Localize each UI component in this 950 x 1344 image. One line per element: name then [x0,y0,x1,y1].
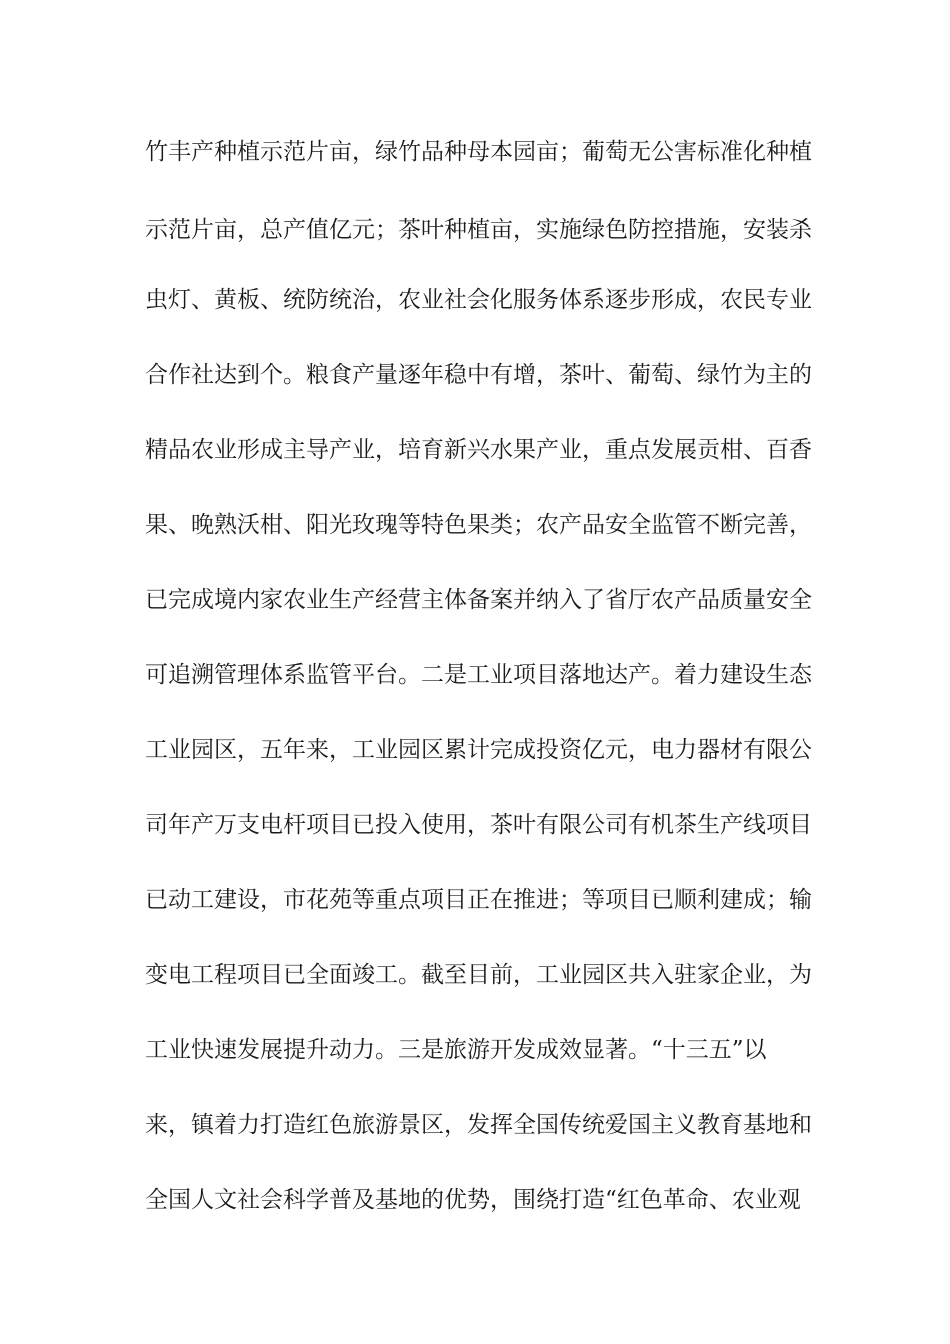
paragraph-line: 工业快速发展提升动力。三是旅游开发成效显著。“十三五”以 [145,1037,767,1063]
paragraph-line: 精品农业形成主导产业，培育新兴水果产业，重点发展贡柑、百香 [145,437,812,463]
paragraph-line: 示范片亩，总产值亿元；茶叶种植亩，实施绿色防控措施，安装杀 [145,217,812,243]
paragraph-line: 虫灯、黄板、统防统治，农业社会化服务体系逐步形成，农民专业 [145,287,812,313]
paragraph-line: 工业园区，五年来，工业园区累计完成投资亿元，电力器材有限公 [145,737,812,763]
paragraph-line: 可追溯管理体系监管平台。二是工业项目落地达产。着力建设生态 [145,662,812,688]
paragraph-line: 变电工程项目已全面竣工。截至目前，工业园区共入驻家企业，为 [145,962,812,988]
paragraph-line: 已完成境内家农业生产经营主体备案并纳入了省厅农产品质量安全 [145,587,812,613]
paragraph-line: 竹丰产种植示范片亩，绿竹品种母本园亩；葡萄无公害标准化种植 [145,139,812,165]
paragraph-line: 司年产万支电杆项目已投入使用，茶叶有限公司有机茶生产线项目 [145,812,812,838]
paragraph-line: 果、晚熟沃柑、阳光玫瑰等特色果类；农产品安全监管不断完善， [145,512,812,538]
paragraph-line: 已动工建设，市花苑等重点项目正在推进；等项目已顺利建成；输 [145,887,812,913]
paragraph-line: 合作社达到个。粮食产量逐年稳中有增，茶叶、葡萄、绿竹为主的 [145,362,812,388]
paragraph-line: 来，镇着力打造红色旅游景区，发挥全国传统爱国主义教育基地和 [145,1112,812,1138]
paragraph-line: 全国人文社会科学普及基地的优势，围绕打造“红色革命、农业观 [145,1187,801,1213]
